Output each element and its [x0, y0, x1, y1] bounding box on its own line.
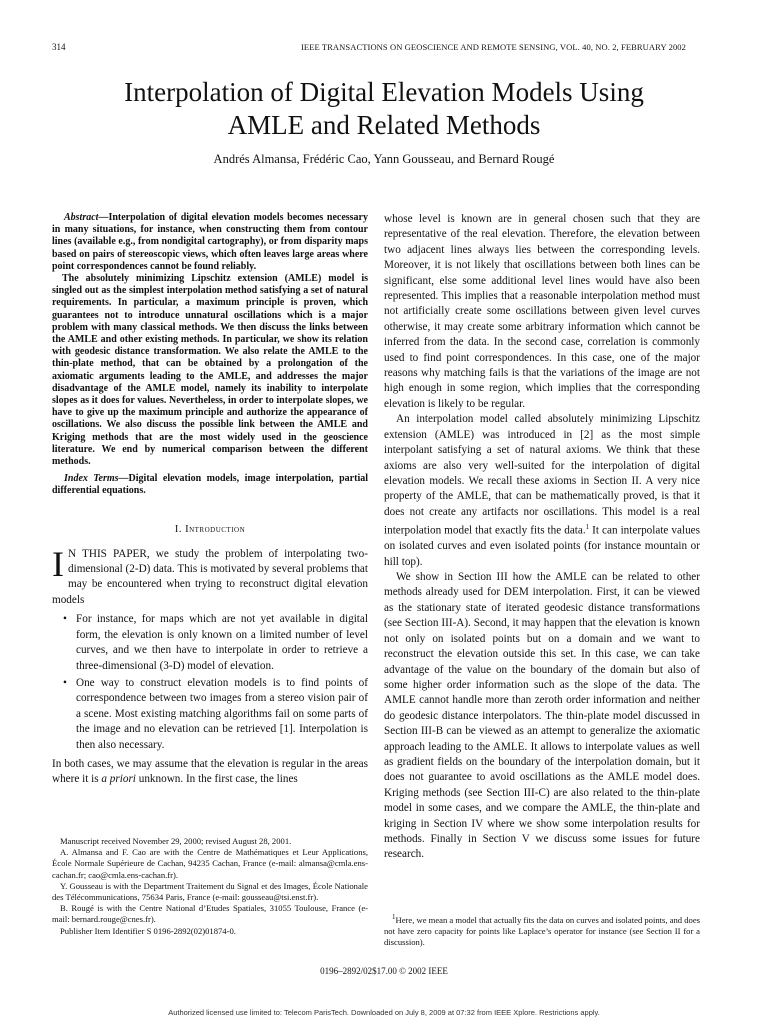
abstract — [52, 212, 368, 468]
intro-bullet-1: • For instance, for maps which are not yet available in digital form, the elevation is only known on a limited number of level curves, and we then have to interpolate in order to retrieve a three-dimensional (3-D) model of elevation. — [76, 612, 368, 674]
intro-bullet-2: • One way to construct elevation models is to find points of correspondence between two images from a stereo vision pair of a scene. Most existing matching algorithms fail on some parts of the image and no elevation can be retrieved [1]. Interpolation is then also necessary. — [76, 676, 368, 753]
paper-title-line1: Interpolation of Digital Elevation Models Using — [124, 77, 644, 107]
copyright-line: 0196–2892/02$17.00 © 2002 IEEE — [320, 966, 448, 976]
abstract-paragraph-2: The absolutely minimizing Lipschitz extension (AMLE) model is singled out as the simplest interpolation method satisfying a set of natural requirements. In particular, a maximum principle is proven, which guarantees not to introduce unnatural oscillations which is a major problem with many classical methods. We then discuss the links between the AMLE and other existing methods. In particular, we show its relation with geodesic distance transformation. We also relate the AMLE to the thin-plate method, that can be obtained by a prolongation of the axiomatic arguments leading to the AMLE, and addresses the major disadvantage of the AMLE model, namely its inability to interpolate slopes as it does for values. Nevertheless, in order to interpolate slopes, we have to give up the maximum principle and authorize the appearance of oscillations. We also discuss the possible link between the AMLE and Kriging methods that are the most widely used in the geoscience literature. We end by numerical comparison between the different methods. — [52, 273, 368, 468]
page-number: 314 — [52, 42, 66, 52]
intro-p2-b: unknown. In the first case, the lines — [135, 773, 298, 786]
paper-title — [0, 76, 768, 142]
abstract-lead: Abstract— — [64, 212, 109, 223]
section-numeral: I. — [174, 523, 182, 535]
right-p2-b: It can interpolate values on isolated curves and even isolated points (for instance mountain or hill top). — [384, 524, 700, 568]
footnote-marker: 1 — [585, 523, 590, 532]
index-terms-text: Digital elevation models, image interpolation, partial differential equations. — [52, 473, 369, 497]
index-terms — [52, 473, 368, 497]
intro-paragraph-2 — [52, 757, 368, 788]
footnote-1-text: Here, we mean a model that actually fits the data on curves and isolated points, and does not have zero capacity for points like Laplace’s operator for instance (see Section II for a discussion). — [384, 914, 701, 948]
first-page-footnotes — [52, 836, 368, 937]
intro-paragraph-1-text: N THIS PAPER, we study the problem of interpolating two-dimensional (2-D) data. This is motivated by several problems that may be encountered when trying to reconstruct digital elevation models — [52, 547, 368, 606]
right-paragraph-1: whose level is known are in general chosen such that they are representative of the real elevation. Therefore, the elevation between two adjacent lines always lies between the corresponding levels. Moreover, it is not likely that oscillations between both lines can be significant, else some additional level lines would have also been represented. This implies that a reasonable interpolation method must not artificially create some oscillations between given level curves otherwise, it may create some arbitrary information which cannot be inferred from the data. In the second case, correlation is commonly used to find point correspondences. In this case, one of the major reasons why matching fails is that the variations of the image are not high enough in some region, which implies that the corresponding elevation is likely to be regular. — [384, 213, 700, 410]
footnote-manuscript: Manuscript received November 29, 2000; revised August 28, 2001. — [60, 836, 292, 846]
footnote-almansa-cao: A. Almansa and F. Cao are with the Centre de Mathématiques et Leur Applications, École Normale Supérieure de Cachan, 94235 Cachan, France (e-mail: almansa@cmla.ens-cachan.fr; cao@cmla.ens-cachan.fr). — [52, 847, 368, 880]
left-column — [52, 212, 368, 788]
footnote-rouge: B. Rougé is with the Centre National d’Etudes Spatiales, 31055 Toulouse, France (e-mail: bernard.rouge@cnes.fr). — [52, 903, 368, 925]
section-title: Introduction — [185, 523, 246, 535]
author-list: Andrés Almansa, Frédéric Cao, Yann Gousseau, and Bernard Rougé — [213, 152, 555, 166]
footnote-gousseau: Y. Gousseau is with the Department Traitement du Signal et des Images, École Nationale des Télécommunications, 75634 Paris, France (e-mail: gousseau@tsi.enst.fr). — [52, 880, 368, 903]
section-heading-introduction — [52, 524, 368, 535]
license-notice: Authorized licensed use limited to: Telecom ParisTech. Downloaded on July 8, 2009 at 07:32 from IEEE Xplore. Restrictions apply. — [168, 1008, 600, 1017]
right-column — [384, 212, 700, 863]
footnote-publisher-id: Publisher Item Identifier S 0196-2892(02)01874-0. — [60, 925, 236, 936]
drop-cap: I — [52, 543, 64, 584]
intro-p2-a: In both cases, we may assume that the elevation is regular in the areas where it is — [52, 757, 368, 786]
footnote-1 — [384, 912, 700, 948]
intro-p2-italic: a priori — [101, 773, 136, 786]
right-paragraph-3: We show in Section III how the AMLE can be related to other methods already used for DEM interpolation. First, it can be viewed as the stationary state of iterated geodesic distance transformations (see Section III-A). Second, it may happen that the elevation is known not only on isolated points but on a domain and we want to reconstruct the elevation outside this set. In this case, we can take advantage of the value on the boundary of the domain but also of some higher order information such as the slope of the data. The AMLE cannot handle more than zeroth order information and neither do geodesic distance interpolators. The thin-plate model discussed in Section III-B can be viewed as an attempt to generalize the axiomatic approach leading to the AMLE. It allows to interpolate values as well as gradient fields on the boundary of the interpolation domain, but it does not guarantee to avoid oscillations as the AMLE model does. Kriging methods (see Section III-C) are also related to the thin-plate model in some cases, and we compare the AMLE, the thin-plate and kriging in Section IV where we show some interpolation results for methods. Finally in Section V we discuss some issues for future research. — [384, 571, 700, 861]
right-p2-a: An interpolation model called absolutely minimizing Lipschitz extension (AMLE) was introduced in [2] as the most simple interpolant satisfying a set of natural axioms. We think that these axioms are also very well-suited for the interpolation of digital elevation models. We recall these axioms in Section II. A very nice property of the AMLE, that can be mathematically proved, is that it does not create any artifacts nor oscillations. This model is a real interpolation model that exactly fits the data. — [384, 413, 700, 537]
paper-title-line2: AMLE and Related Methods — [227, 110, 541, 140]
intro-paragraph-1 — [52, 543, 368, 609]
intro-bullet-list — [52, 612, 368, 753]
abstract-paragraph-1: Interpolation of digital elevation models becomes necessary in many situations, for instance, when constructing them from contour lines (available e.g., from nondigital cartography), or from disparity maps based on pairs of stereoscopic views, which often leaves large areas where point correspondences cannot be found reliably. — [52, 212, 368, 272]
index-terms-lead: Index Terms— — [64, 473, 129, 485]
journal-header: IEEE TRANSACTIONS ON GEOSCIENCE AND REMOTE SENSING, VOL. 40, NO. 2, FEBRUARY 2002 — [300, 42, 686, 52]
footnote-1-marker: 1 — [392, 913, 396, 921]
right-paragraph-2 — [384, 412, 700, 570]
